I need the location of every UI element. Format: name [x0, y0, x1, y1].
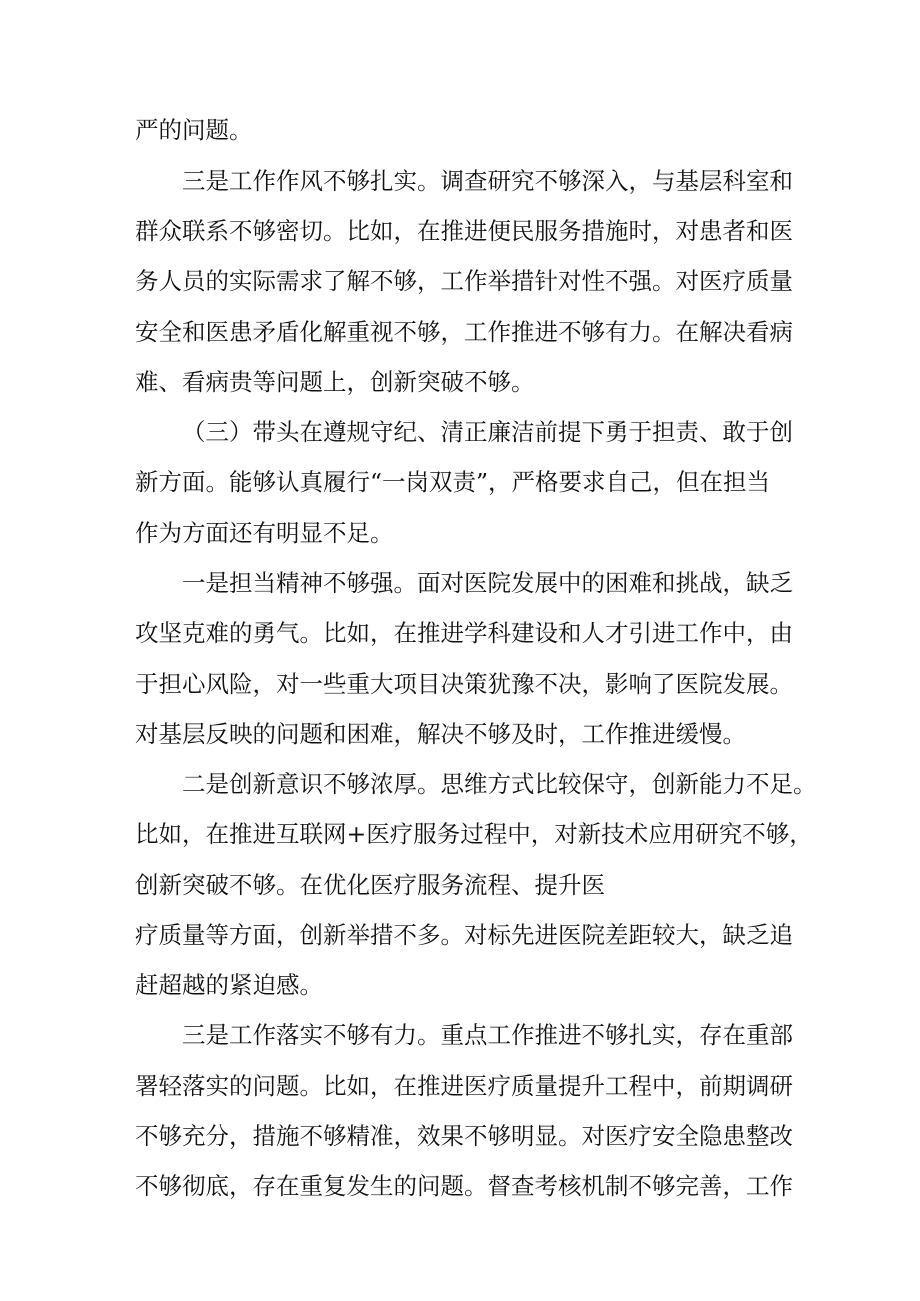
paragraph-first-line: 三是工作落实不够有力。重点工作推进不够扎实，存在重部 [182, 1021, 793, 1049]
paragraph-first-line: 二是创新意识不够浓厚。思维方式比较保守，创新能力不足。 [182, 770, 817, 798]
text-line: 难、看病贵等问题上，创新突破不够。 [135, 368, 535, 396]
text-line: 署轻落实的问题。比如，在推进医疗质量提升工程中，前期调研 [135, 1072, 793, 1100]
text-line: 务人员的实际需求了解不够，工作举措针对性不强。对医疗质量 [135, 267, 793, 295]
text-line: 比如，在推进互联网+医疗服务过程中，对新技术应用研究不够， [135, 820, 813, 848]
paragraph-first-line: 一是担当精神不够强。面对医院发展中的困难和挑战，缺乏 [182, 569, 793, 597]
text-line: 不够充分，措施不够精准，效果不够明显。对医疗安全隐患整改 [135, 1122, 793, 1150]
text-line: 安全和医患矛盾化解重视不够，工作推进不够有力。在解决看病 [135, 318, 793, 346]
text-line: 新方面。能够认真履行“一岗双责”，严格要求自己，但在担当 [135, 468, 771, 496]
text-line: 于担心风险，对一些重大项目决策犹豫不决，影响了医院发展。 [135, 670, 793, 698]
text-line: 不够彻底，存在重复发生的问题。督查考核机制不够完善，工作 [135, 1172, 793, 1200]
text-line: 作为方面还有明显不足。 [135, 519, 394, 547]
text-line: 创新突破不够。在优化医疗服务流程、提升医 [135, 871, 605, 899]
text-line: 群众联系不够密切。比如，在推进便民服务措施时，对患者和医 [135, 217, 793, 245]
text-line: 对基层反映的问题和困难，解决不够及时，工作推进缓慢。 [135, 720, 746, 748]
text-line: 赶超越的紧迫感。 [135, 971, 323, 999]
text-line: 疗质量等方面，创新举措不多。对标先进医院差距较大，缺乏追 [135, 921, 793, 949]
section-heading-line: （三）带头在遵规守纪、清正廉洁前提下勇于担责、敢于创 [182, 418, 793, 446]
text-line: 攻坚克难的勇气。比如，在推进学科建设和人才引进工作中，由 [135, 619, 793, 647]
paragraph-first-line: 三是工作作风不够扎实。调查研究不够深入，与基层科室和 [182, 167, 793, 195]
text-line: 严的问题。 [135, 116, 253, 144]
